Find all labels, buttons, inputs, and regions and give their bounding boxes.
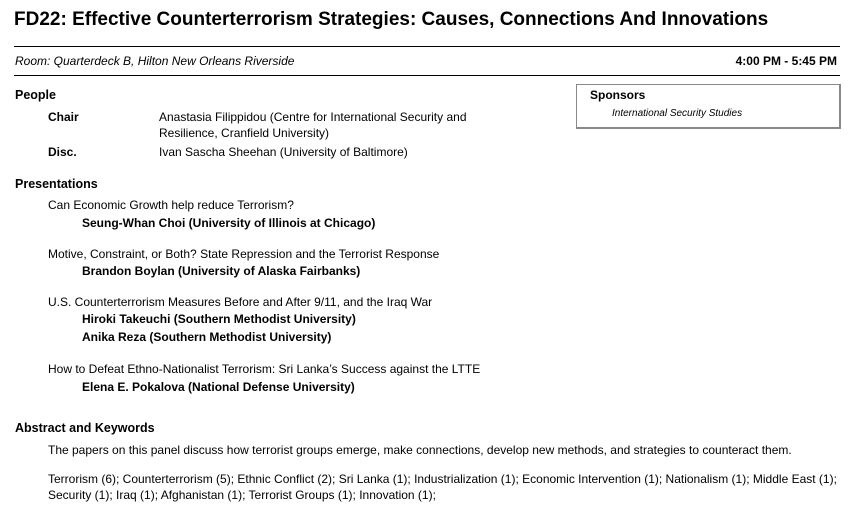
- disc-name: Ivan Sascha Sheehan (University of Baltimore): [159, 145, 408, 159]
- session-title: FD22: Effective Counterterrorism Strategies: Causes, Connections And Innovations: [14, 9, 769, 30]
- presentation-author: Brandon Boylan (University of Alaska Fairbanks): [82, 264, 361, 278]
- presentation-author: Seung-Whan Choi (University of Illinois at Chicago): [82, 216, 376, 230]
- presentation-title: Can Economic Growth help reduce Terrorism?: [48, 198, 294, 212]
- people-heading: People: [15, 88, 56, 102]
- session-time: 4:00 PM - 5:45 PM: [735, 54, 837, 68]
- presentation-author: Hiroki Takeuchi (Southern Methodist University): [82, 312, 356, 326]
- presentation-title: How to Defeat Ethno-Nationalist Terrorism: Sri Lanka’s Success against the LTTE: [48, 362, 481, 376]
- chair-name: Anastasia Filippidou (Centre for International Security and Resilience, Cranfield University): [159, 110, 467, 140]
- abstract-heading: Abstract and Keywords: [15, 421, 155, 435]
- sponsors-heading: Sponsors: [590, 88, 646, 102]
- chair-role: Chair: [48, 110, 79, 124]
- session-room: Room: Quarterdeck B, Hilton New Orleans Riverside: [15, 54, 295, 68]
- presentation-author: Elena E. Pokalova (National Defense University): [82, 380, 355, 394]
- presentation-title: Motive, Constraint, or Both? State Repression and the Terrorist Response: [48, 247, 440, 261]
- presentations-heading: Presentations: [15, 177, 98, 191]
- title-divider: [14, 46, 840, 47]
- disc-role: Disc.: [48, 145, 77, 159]
- sponsors-box: [576, 84, 841, 129]
- room-divider: [14, 75, 840, 76]
- keywords-text: Terrorism (6); Counterterrorism (5); Ethnic Conflict (2); Sri Lanka (1); Industrialization (1); Economic Intervention (1); Nationalism (1); Middle East (1); Security (1); Iraq (1); Afghanistan (1); Terrorist Groups (1); Innovation (1);: [48, 472, 837, 502]
- presentation-title: U.S. Counterterrorism Measures Before and After 9/11, and the Iraq War: [48, 295, 433, 309]
- abstract-text: The papers on this panel discuss how terrorist groups emerge, make connections, develop new methods, and strategies to counteract them.: [48, 443, 792, 457]
- presentation-author: Anika Reza (Southern Methodist University): [82, 330, 332, 344]
- sponsor-org: International Security Studies: [612, 108, 743, 119]
